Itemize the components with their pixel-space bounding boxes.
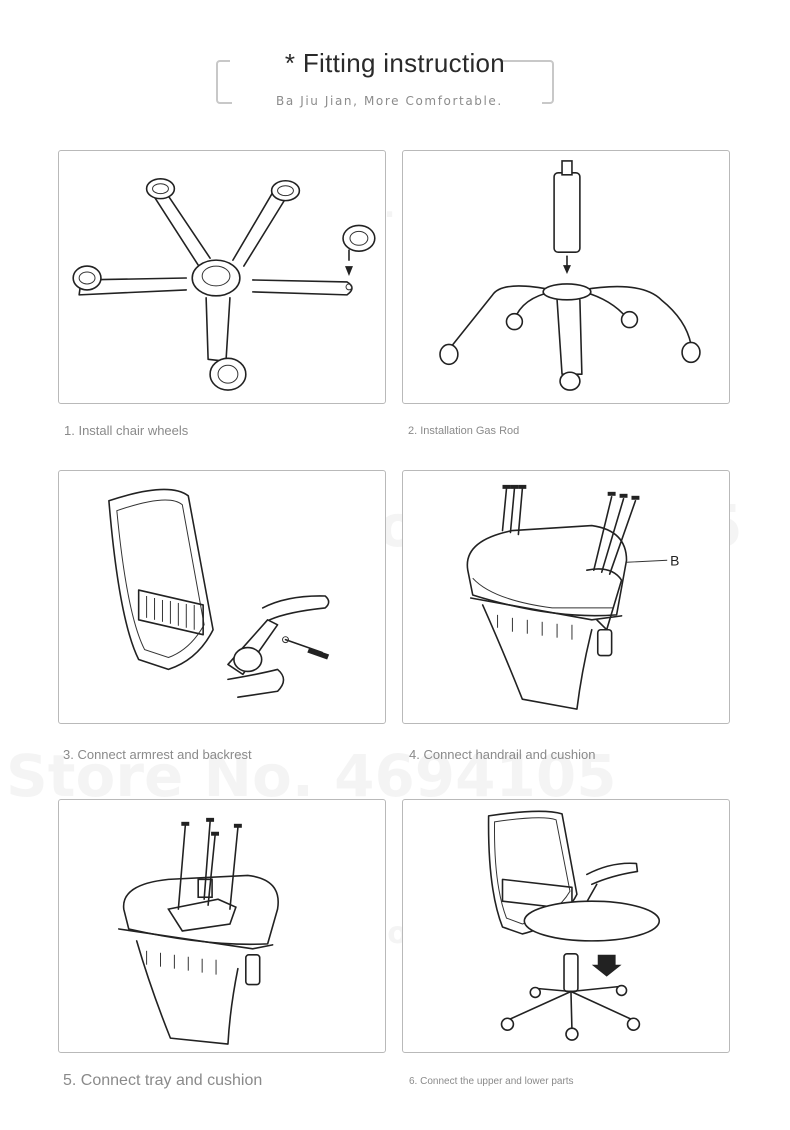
armrest-backrest-illustration [59,471,385,723]
step-2-illustration [402,150,730,404]
upper-lower-parts-illustration [403,800,729,1052]
step-4-illustration [402,470,730,724]
callout-label-b: B [670,552,680,569]
step-1-illustration [58,150,386,404]
step-3-caption: 3. Connect armrest and backrest [63,747,252,762]
page-subtitle: Ba Jiu Jian, More Comfortable. [276,94,503,108]
step-3-illustration [58,470,386,724]
step-5-caption: 5. Connect tray and cushion [63,1072,263,1089]
step-2-caption: 2. Installation Gas Rod [408,425,520,437]
step-6-illustration [402,799,730,1053]
step-1-caption: 1. Install chair wheels [64,423,189,438]
tray-cushion-illustration [59,800,385,1052]
step-4-caption: 4. Connect handrail and cushion [409,747,596,762]
wheelbase-wheels-illustration [59,151,385,403]
handrail-cushion-illustration [403,471,729,723]
step-5-illustration [58,799,386,1053]
gas-rod-illustration [403,151,729,403]
page-title: * Fitting instruction [284,48,506,78]
step-6-caption: 6. Connect the upper and lower parts [409,1076,574,1087]
